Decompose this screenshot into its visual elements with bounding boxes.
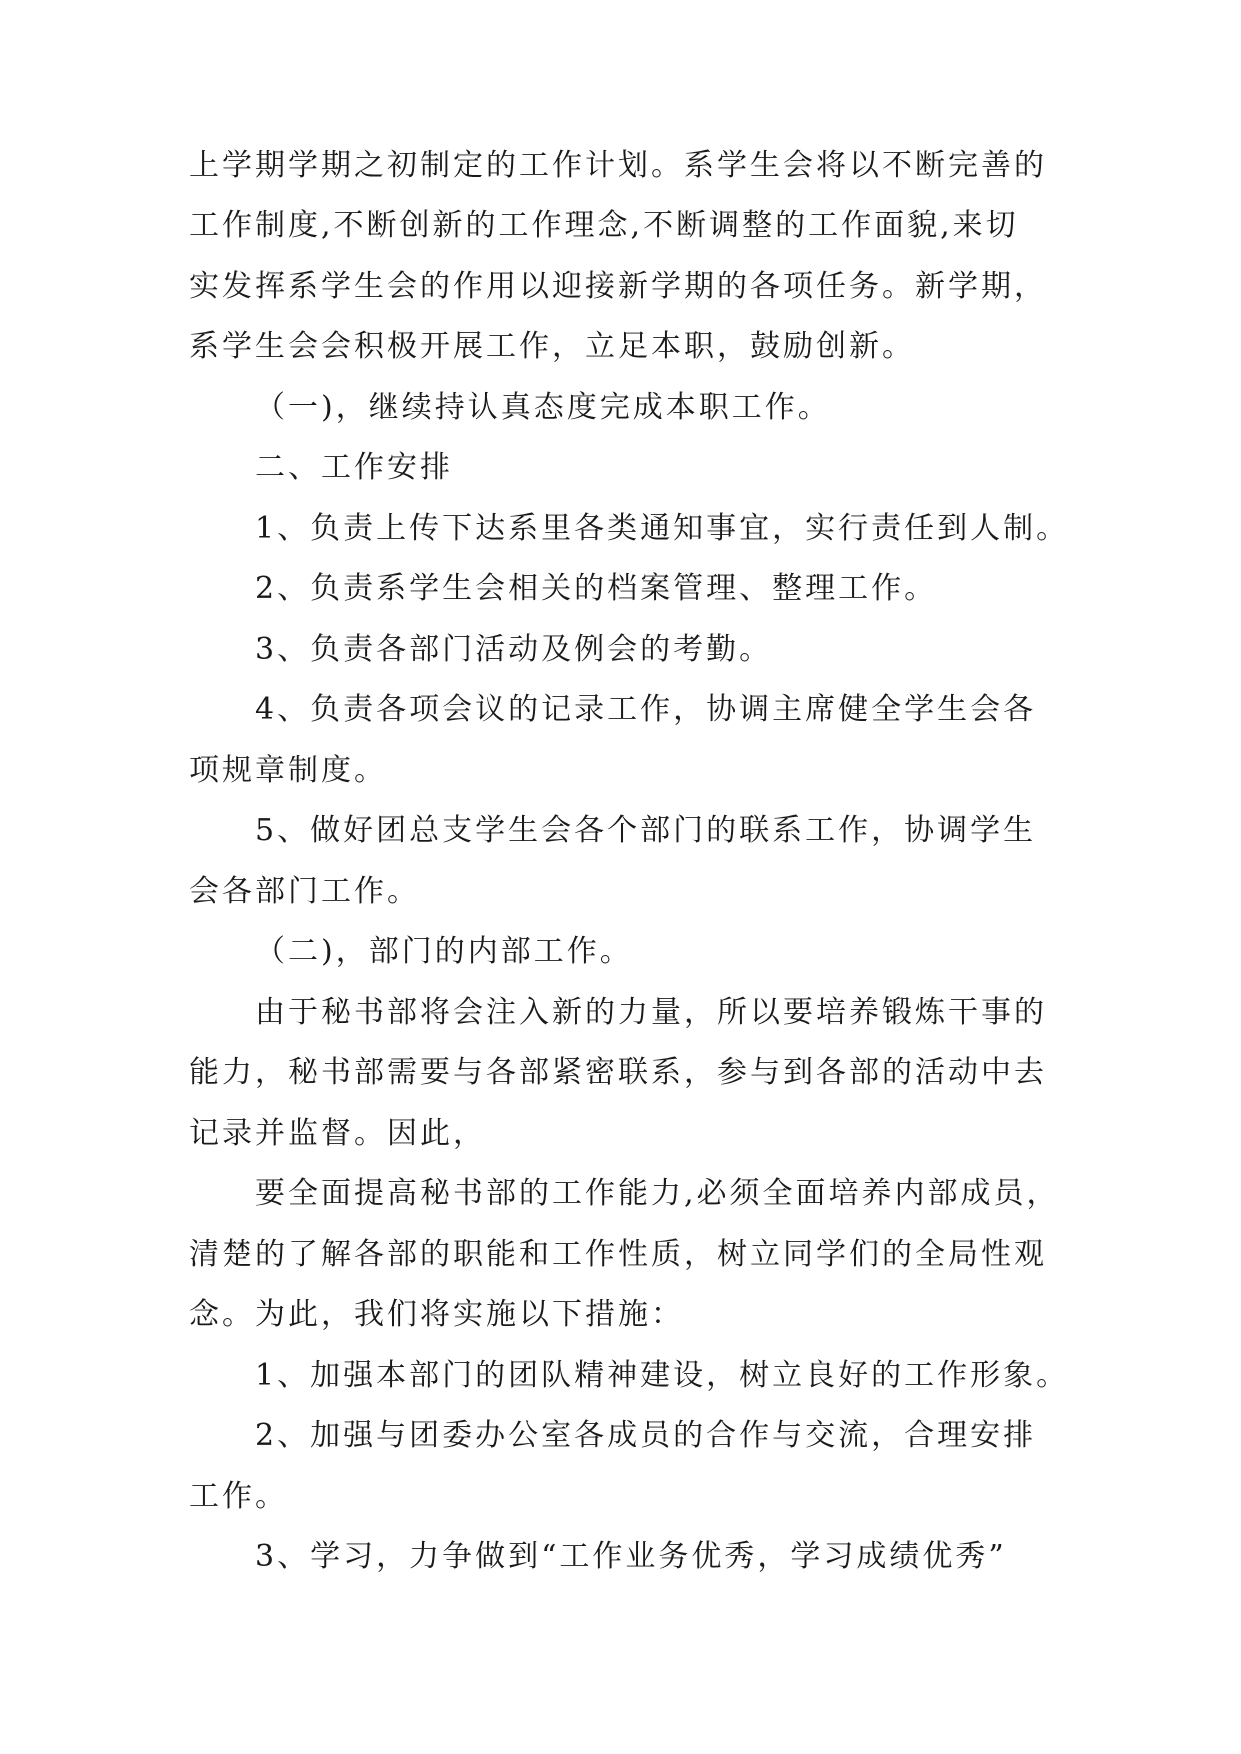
body-line: 工作制度,不断创新的工作理念,不断调整的工作面貌,来切: [189, 208, 1019, 243]
list-item: 3、学习，力争做到“工作业务优秀，学习成绩优秀”: [255, 1539, 1007, 1574]
list-item-continuation: 工作。: [189, 1479, 288, 1514]
list-item: 1、加强本部门的团队精神建设，树立良好的工作形象。: [255, 1358, 1070, 1393]
list-item-continuation: 项规章制度。: [189, 753, 387, 788]
section-heading: 二、工作安排: [255, 450, 453, 485]
body-line: 上学期学期之初制定的工作计划。系学生会将以不断完善的: [189, 148, 1047, 183]
list-item: 2、加强与团委办公室各成员的合作与交流，合理安排: [255, 1418, 1037, 1453]
list-item: 4、负责各项会议的记录工作，协调主席健全学生会各: [255, 692, 1037, 727]
body-line: 清楚的了解各部的职能和工作性质，树立同学们的全局性观: [189, 1237, 1047, 1272]
body-line: 能力，秘书部需要与各部紧密联系，参与到各部的活动中去: [189, 1055, 1047, 1090]
body-line: 记录并监督。因此，: [189, 1116, 486, 1151]
section-heading: （一)，继续持认真态度完成本职工作。: [255, 390, 831, 425]
body-line: 实发挥系学生会的作用以迎接新学期的各项任务。新学期，: [189, 269, 1047, 304]
body-line: 念。为此，我们将实施以下措施：: [189, 1297, 684, 1332]
section-heading: （二)，部门的内部工作。: [255, 934, 633, 969]
body-line: 系学生会会积极开展工作，立足本职，鼓励创新。: [189, 329, 915, 364]
list-item-continuation: 会各部门工作。: [189, 874, 420, 909]
body-line: 由于秘书部将会注入新的力量，所以要培养锻炼干事的: [255, 995, 1047, 1030]
body-line: 要全面提高秘书部的工作能力,必须全面培养内部成员，: [255, 1176, 1060, 1211]
list-item: 2、负责系学生会相关的档案管理、整理工作。: [255, 571, 938, 606]
list-item: 3、负责各部门活动及例会的考勤。: [255, 632, 773, 667]
list-item: 1、负责上传下达系里各类通知事宜，实行责任到人制。: [255, 511, 1070, 546]
list-item: 5、做好团总支学生会各个部门的联系工作，协调学生: [255, 813, 1037, 848]
